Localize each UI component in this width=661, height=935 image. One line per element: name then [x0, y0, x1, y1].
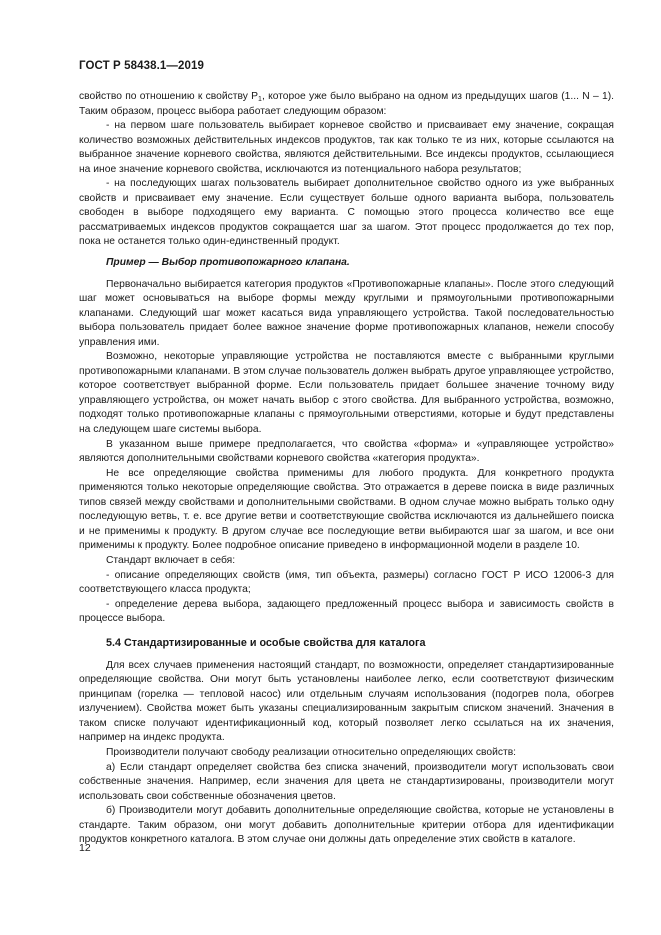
paragraph: Возможно, некоторые управляющие устройства не поставляются вместе с выбранными круглыми противопожарными клапанами. В этом случае пользователь должен выбрать другое управляющее устройство, которое соответствует выбранной форме. Если пользователь придает большее значение точному виду управляющего устройства, он может начать выбор с этого свойства. Для выбранного устройства, возможно, подходят только противопожарные клапаны с прямоугольными отверстиями, которые и будут представлены на следующем шаге системы выбора.	[79, 351, 614, 436]
list-item: - на первом шаге пользователь выбирает корневое свойство и присваивает ему значение, сокращая количество возможных действительных индексов продуктов, так как только те из них, которые ссылаются на выбранное значение корневого свойства, являются действительными. Все индексы продуктов, ссылающиеся на иное значение корневого свойства, исключаются из потенциального набора результатов;	[79, 120, 614, 175]
page-body	[79, 90, 614, 848]
paragraph: Стандарт включает в себя:	[106, 554, 236, 566]
paragraph	[79, 90, 614, 119]
list-item: а) Если стандарт определяет свойства без списка значений, производители могут использовать свои собственные значения. Например, если значения для цвета не стандартизированы, производители могут использовать свои собственные обозначения цветов.	[79, 761, 614, 802]
section-heading: 5.4 Стандартизированные и особые свойства для каталога	[106, 636, 426, 649]
page-number: 12	[79, 842, 91, 854]
list-item: б) Производители могут добавить дополнительные определяющие свойства, которые не установлены в стандарте. Таким образом, они могут добавить дополнительные критерии отбора для идентификации продуктов конкретного каталога. В этом случае они должны дать определение этих свойств в каталоге.	[79, 805, 614, 846]
paragraph: Первоначально выбирается категория продуктов «Противопожарные клапаны». После этого следующий шаг может основываться на выборе формы между круглыми и прямоугольными противопожарными клапанами. Следующий шаг может касаться вида управляющего устройства. Такой последовательностью выбора пользователь придает более важное значение форме противопожарных клапанов, нежели способу управления ими.	[79, 278, 614, 348]
paragraph-text: , которое уже было выбрано на одном из предыдущих шагов (1... N – 1). Таким образом, процесс выбора работает следующим образом:	[79, 91, 614, 117]
list-item: - определение дерева выбора, задающего предложенный процесс выбора и зависимость свойств в процессе выбора.	[79, 598, 614, 625]
list-item: - описание определяющих свойств (имя, тип объекта, размеры) согласно ГОСТ Р ИСО 12006-3 для соответствующего класса продукта;	[79, 569, 614, 596]
document-header: ГОСТ Р 58438.1—2019	[79, 60, 204, 72]
paragraph-text: свойство по отношению к свойству P	[79, 91, 259, 102]
paragraph: Производители получают свободу реализации относительно определяющих свойств:	[106, 746, 517, 758]
example-title: Пример — Выбор противопожарного клапана.	[106, 257, 350, 269]
paragraph: Для всех случаев применения настоящий стандарт, по возможности, определяет стандартизированные определяющие свойства. Они могут быть установлены наиболее легко, если соответствуют физическим принципам (горелка — тепловой насос) или отдельным случаям использования (подогрев пола, обогрев излучением). Свойства может быть указаны специализированным закрытым списком значений. Значения в таком списке получают идентификационный код, который позволяет легко ссылаться на их значения, например на индекс продукта.	[79, 659, 614, 744]
paragraph: Не все определяющие свойства применимы для любого продукта. Для конкретного продукта применяются только некоторые определяющие свойства. Это отражается в дереве поиска в виде различных типов связей между свойствами и дополнительными свойствами. В одном случае можно выбрать только одну последующую ветвь, т. е. все другие ветви и соответствующие свойства исключаются из дальнейшего поиска и не применимы к продукту. В другом случае все последующие ветви выбираются шаг за шагом, и все они применимы к продукту. Более подробное описание приведено в информационной модели в разделе 10.	[79, 467, 614, 552]
list-item: - на последующих шагах пользователь выбирает дополнительное свойство одного из уже выбранных свойств и присваивает ему значение. Если существует больше одного варианта выбора, пользователь свободен в выборе подходящего ему варианта. С помощью этого процесса количество все еще рассматриваемых индексов продуктов сокращается шаг за шагом. Этот процесс продолжается до тех пор, пока не останется только один-единственный продукт.	[79, 178, 614, 248]
subscript: 1	[258, 96, 262, 103]
paragraph: В указанном выше примере предполагается, что свойства «форма» и «управляющее устройство» являются дополнительными свойствами корневого свойства «категория продукта».	[79, 438, 614, 465]
